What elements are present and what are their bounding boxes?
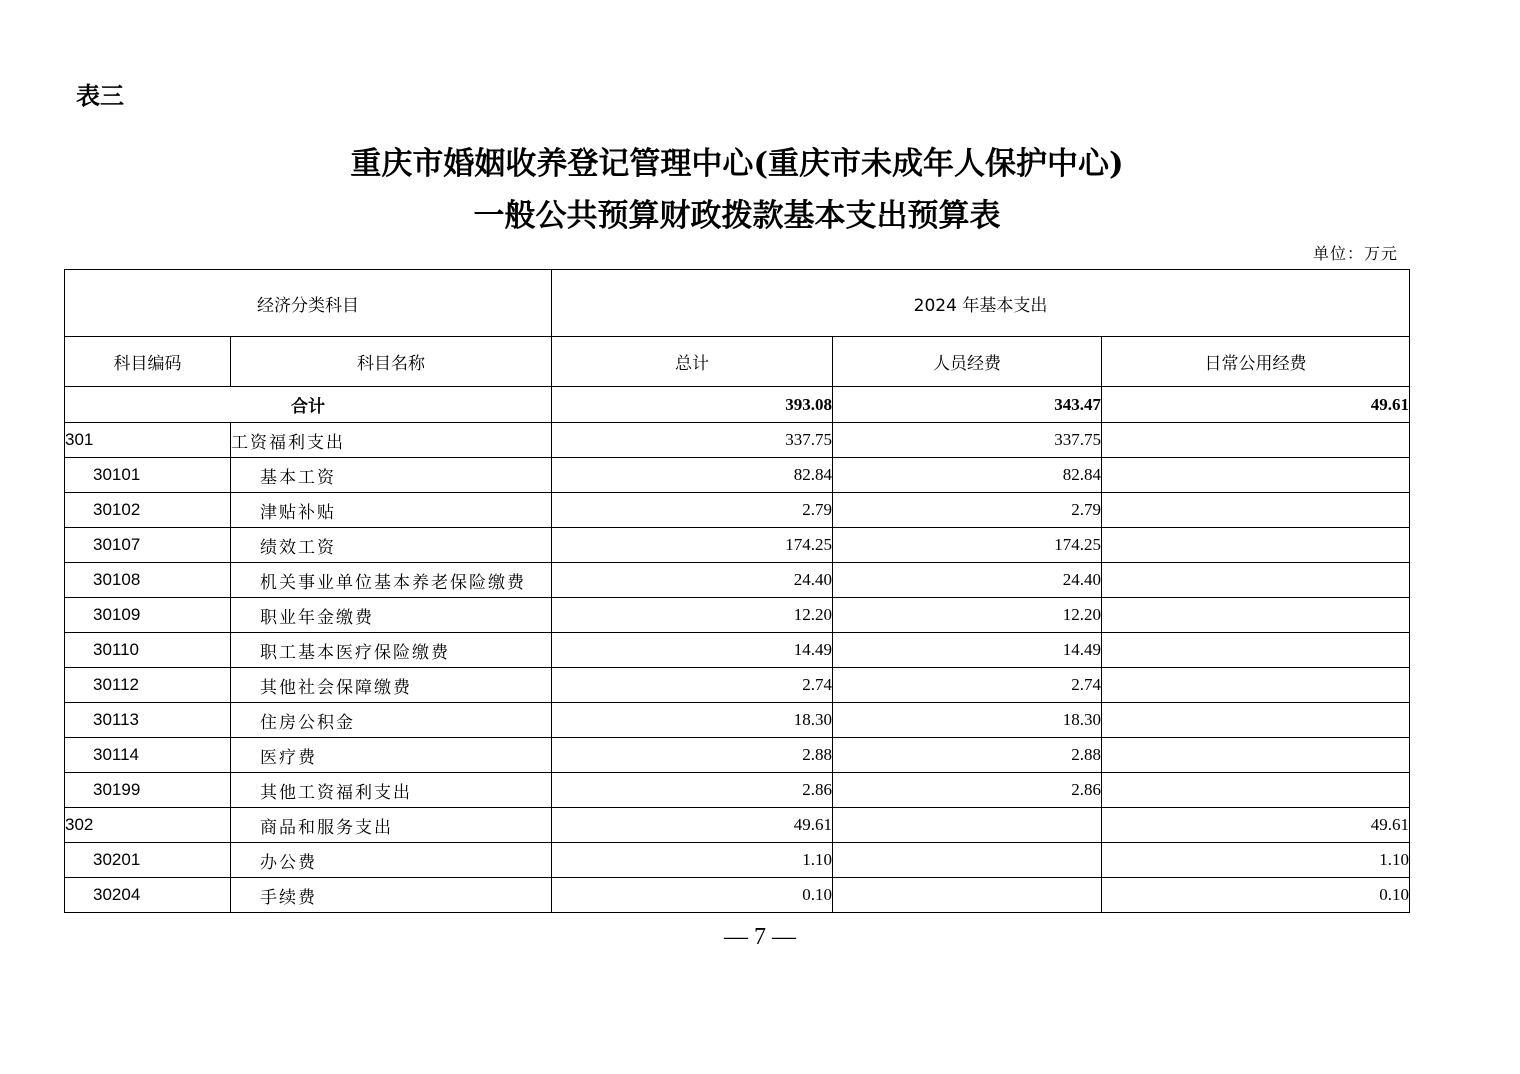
subject-name: 职工基本医疗保险缴费 (231, 633, 552, 668)
header-group-row (65, 270, 1410, 337)
subject-name: 机关事业单位基本养老保险缴费 (231, 563, 552, 598)
row-personnel: 12.20 (833, 598, 1102, 633)
row-personnel: 24.40 (833, 563, 1102, 598)
header-basic-expenditure-2024: 2024 年基本支出 (552, 270, 1410, 337)
subject-code: 30108 (65, 563, 231, 598)
page-title-line-2: 一般公共预算财政拨款基本支出预算表 (473, 198, 1001, 234)
table-row (65, 458, 1410, 493)
row-total: 24.40 (552, 563, 833, 598)
header-subject-name: 科目名称 (231, 337, 552, 387)
row-personnel: 2.79 (833, 493, 1102, 528)
table-row (65, 493, 1410, 528)
row-total: 337.75 (552, 423, 833, 458)
row-personnel: 2.88 (833, 738, 1102, 773)
row-public (1102, 773, 1410, 808)
row-total: 2.74 (552, 668, 833, 703)
subject-name: 职业年金缴费 (231, 598, 552, 633)
subject-code: 30204 (65, 878, 231, 913)
header-subject-code: 科目编码 (65, 337, 231, 387)
row-personnel: 2.86 (833, 773, 1102, 808)
row-personnel: 82.84 (833, 458, 1102, 493)
subject-code: 301 (65, 423, 231, 458)
budget-table (64, 269, 1410, 913)
row-total: 0.10 (552, 878, 833, 913)
row-total: 2.86 (552, 773, 833, 808)
subject-name: 其他工资福利支出 (231, 773, 552, 808)
header-column-row (65, 337, 1410, 387)
table-row (65, 423, 1410, 458)
row-public (1102, 458, 1410, 493)
subject-code: 30199 (65, 773, 231, 808)
subject-code: 30109 (65, 598, 231, 633)
subject-code: 30101 (65, 458, 231, 493)
unit-label: 单位：万元 (1312, 244, 1398, 263)
row-personnel: 18.30 (833, 703, 1102, 738)
row-public (1102, 563, 1410, 598)
subject-code: 30114 (65, 738, 231, 773)
subject-name: 绩效工资 (231, 528, 552, 563)
row-public (1102, 493, 1410, 528)
row-public (1102, 668, 1410, 703)
subject-name: 手续费 (231, 878, 552, 913)
subject-code: 30112 (65, 668, 231, 703)
row-personnel: 174.25 (833, 528, 1102, 563)
subject-code: 30107 (65, 528, 231, 563)
table-row (65, 668, 1410, 703)
page-number: — 7 — (724, 924, 796, 950)
row-personnel: 14.49 (833, 633, 1102, 668)
row-personnel (833, 808, 1102, 843)
row-public (1102, 598, 1410, 633)
row-total: 82.84 (552, 458, 833, 493)
subject-code: 30110 (65, 633, 231, 668)
total-personnel: 343.47 (833, 387, 1102, 423)
table-row (65, 773, 1410, 808)
subject-name: 基本工资 (231, 458, 552, 493)
header-total: 总计 (552, 337, 833, 387)
table-row (65, 843, 1410, 878)
row-personnel: 2.74 (833, 668, 1102, 703)
table-row (65, 598, 1410, 633)
row-public (1102, 423, 1410, 458)
subject-name: 工资福利支出 (231, 423, 552, 458)
header-personnel-expense: 人员经费 (833, 337, 1102, 387)
row-personnel: 337.75 (833, 423, 1102, 458)
row-total: 2.88 (552, 738, 833, 773)
table-row (65, 703, 1410, 738)
row-total: 2.79 (552, 493, 833, 528)
subject-code: 30102 (65, 493, 231, 528)
row-total: 174.25 (552, 528, 833, 563)
row-public (1102, 528, 1410, 563)
subject-code: 30113 (65, 703, 231, 738)
row-public: 49.61 (1102, 808, 1410, 843)
subject-code: 302 (65, 808, 231, 843)
subject-name: 津贴补贴 (231, 493, 552, 528)
row-public (1102, 703, 1410, 738)
header-public-expense: 日常公用经费 (1102, 337, 1410, 387)
subject-code: 30201 (65, 843, 231, 878)
row-total: 49.61 (552, 808, 833, 843)
total-label: 合计 (65, 387, 552, 423)
row-total: 1.10 (552, 843, 833, 878)
row-public: 1.10 (1102, 843, 1410, 878)
row-public (1102, 633, 1410, 668)
row-total: 18.30 (552, 703, 833, 738)
table-row (65, 738, 1410, 773)
total-public: 49.61 (1102, 387, 1410, 423)
total-amount: 393.08 (552, 387, 833, 423)
subject-name: 商品和服务支出 (231, 808, 552, 843)
subject-name: 办公费 (231, 843, 552, 878)
table-row (65, 563, 1410, 598)
row-total: 14.49 (552, 633, 833, 668)
table-label: 表三 (76, 82, 124, 110)
row-total: 12.20 (552, 598, 833, 633)
row-public: 0.10 (1102, 878, 1410, 913)
page-title-line-1: 重庆市婚姻收养登记管理中心(重庆市未成年人保护中心) (350, 146, 1124, 182)
subject-name: 医疗费 (231, 738, 552, 773)
table-row (65, 528, 1410, 563)
table-row (65, 633, 1410, 668)
row-personnel (833, 878, 1102, 913)
table-row (65, 808, 1410, 843)
table-row (65, 878, 1410, 913)
total-row (65, 387, 1410, 423)
row-public (1102, 738, 1410, 773)
subject-name: 住房公积金 (231, 703, 552, 738)
subject-name: 其他社会保障缴费 (231, 668, 552, 703)
row-personnel (833, 843, 1102, 878)
header-economic-classification: 经济分类科目 (65, 270, 552, 337)
